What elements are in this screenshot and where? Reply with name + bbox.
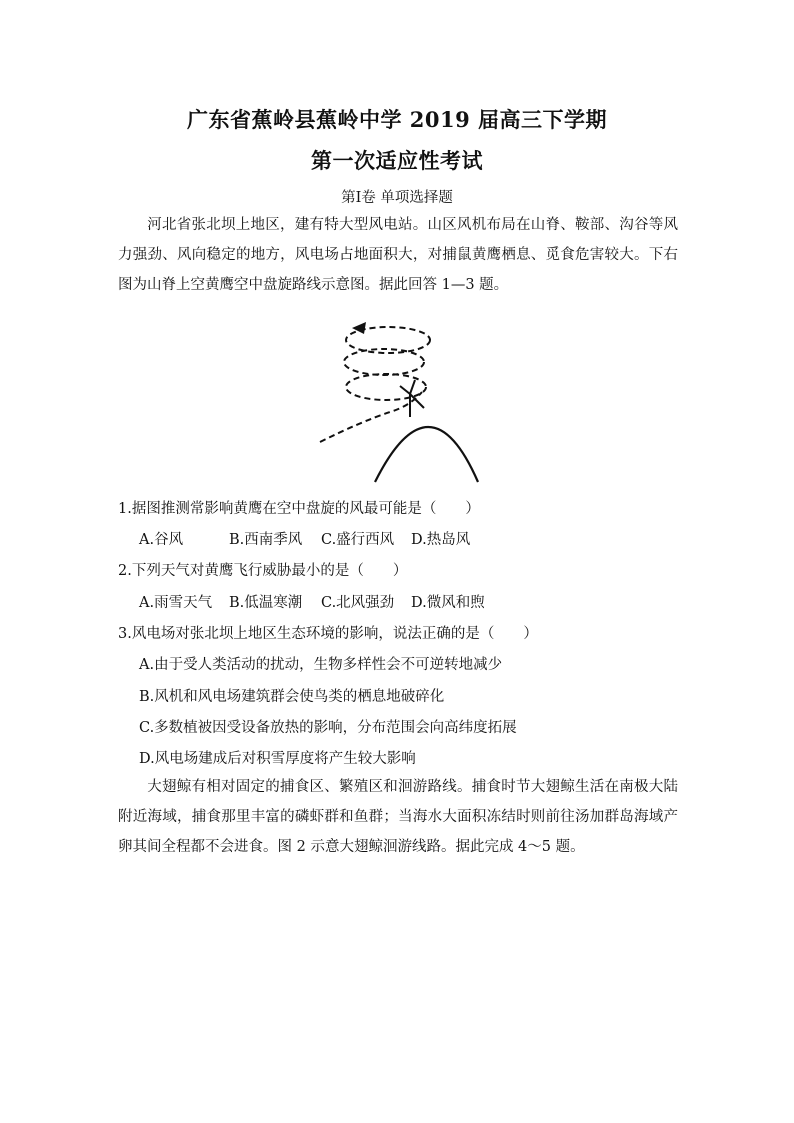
eagle-flight-diagram [300,312,500,492]
q2-option-c: C.北风强劲 [321,595,395,611]
q1-option-a: A.谷风 [139,532,184,548]
exam-title-line2: 第一次适应性考试 [311,148,483,173]
passage-2-text: 大翅鲸有相对固定的捕食区、繁殖区和洄游路线。捕食时节大翅鲸生活在南极大陆附近海域，捕食那里丰富的磷虾群和鱼群；当海水大面积冻结时则前往汤加群岛海域产卵其间全程都不会进食。图 2 示意大翅鲸洄游线路。据此完成 4～5 题。 [118,779,678,855]
flight-approach-path [320,392,422,442]
question-2-options [139,591,485,612]
section-heading: 第Ⅰ卷 单项选择题 [341,190,453,206]
question-3: 3.风电场对张北坝上地区生态环境的影响，说法正确的是（ ） [118,626,538,642]
q2-option-a: A.雨雪天气 [139,595,213,611]
q1-option-d: D.热岛风 [411,532,471,548]
q3-option-c: C.多数植被因受设备放热的影响，分布范围会向高纬度拓展 [139,720,517,736]
wind-turbine-blade [410,380,415,394]
question-1: 1.据图推测常影响黄鹰在空中盘旋的风最可能是（ ） [118,501,480,517]
q3-option-a: A.由于受人类活动的扰动，生物多样性会不可逆转地减少 [139,657,503,673]
q2-option-d: D.微风和煦 [411,595,485,611]
mountain-ridge [375,427,478,482]
question-1-options [139,528,470,549]
passage-2 [118,772,678,862]
passage-1 [118,210,678,300]
q1-option-b: B.西南季风 [229,532,303,548]
q1-option-c: C.盛行西风 [321,532,395,548]
q2-option-b: B.低温寒潮 [229,595,303,611]
q3-option-b: B.风机和风电场建筑群会使鸟类的栖息地破碎化 [139,689,445,705]
passage-1-text: 河北省张北坝上地区，建有特大型风电站。山区风机布局在山脊、鞍部、沟谷等风力强劲、风向稳定的地方，风电场占地面积大，对捕鼠黄鹰栖息、觅食危害较大。下右图为山脊上空黄鹰空中盘旋路线示意图。据此回答 1—3 题。 [118,217,678,293]
wind-turbine-blade [400,386,410,394]
q3-option-d: D.风电场建成后对积雪厚度将产生较大影响 [139,751,416,767]
exam-title-line1: 广东省蕉岭县蕉岭中学 2019 届高三下学期 [186,107,608,132]
question-2: 2.下列天气对黄鹰飞行威胁最小的是（ ） [118,563,408,579]
flight-loop-lower [346,374,426,400]
